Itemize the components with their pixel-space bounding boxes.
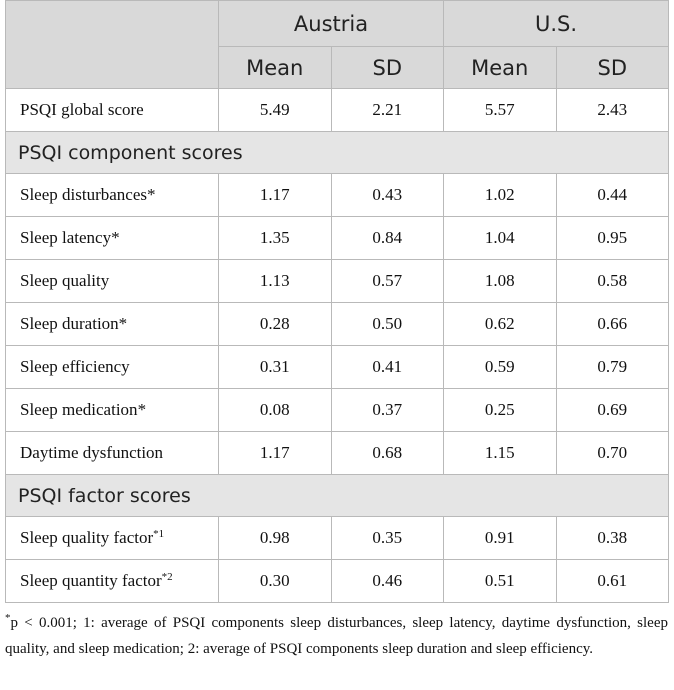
row-label-text: Sleep quality [20,271,110,290]
us-sd-cell: 0.66 [556,303,669,346]
table-row [6,346,669,389]
us-mean-cell: 5.57 [444,89,557,132]
significance-mark: * [147,185,156,204]
austria-sd-cell: 0.37 [331,389,444,432]
row-label-text: Sleep quality factor [20,528,154,547]
us-mean-cell: 1.04 [444,217,557,260]
austria-mean-cell: 0.28 [219,303,332,346]
row-label [6,217,219,260]
austria-sd-cell: 0.35 [331,517,444,560]
row-label [6,517,219,560]
section-title: PSQI factor scores [6,475,669,517]
row-label [6,303,219,346]
austria-sd-cell: 0.57 [331,260,444,303]
austria-mean-cell: 0.30 [219,560,332,603]
row-label-text: Sleep disturbances [20,185,147,204]
austria-mean-cell: 0.08 [219,389,332,432]
row-label [6,89,219,132]
us-sd-cell: 0.69 [556,389,669,432]
psqi-table-container [5,0,668,603]
austria-mean-cell: 0.98 [219,517,332,560]
psqi-table [5,0,669,603]
table-row [6,560,669,603]
austria-mean-cell: 0.31 [219,346,332,389]
row-label-text: Sleep latency [20,228,112,247]
austria-mean-cell: 1.35 [219,217,332,260]
austria-sd-cell: 0.84 [331,217,444,260]
row-label [6,389,219,432]
us-sd-cell: 0.79 [556,346,669,389]
table-row [6,517,669,560]
austria-mean-cell: 1.13 [219,260,332,303]
us-sd-cell: 0.44 [556,174,669,217]
row-label-text: Sleep quantity factor [20,571,162,590]
table-row [6,260,669,303]
us-sd-cell: 0.95 [556,217,669,260]
header-austria-mean: Mean [219,47,332,89]
row-label-text: PSQI global score [20,100,144,119]
row-label [6,560,219,603]
us-mean-cell: 0.91 [444,517,557,560]
row-label-text: Sleep duration [20,314,119,333]
us-mean-cell: 0.51 [444,560,557,603]
us-sd-cell: 0.61 [556,560,669,603]
us-mean-cell: 0.25 [444,389,557,432]
section-row-factor-scores [6,475,669,517]
header-us-sd: SD [556,47,669,89]
austria-sd-cell: 0.43 [331,174,444,217]
austria-mean-cell: 1.17 [219,174,332,217]
austria-mean-cell: 5.49 [219,89,332,132]
table-row [6,217,669,260]
austria-sd-cell: 0.41 [331,346,444,389]
us-sd-cell: 0.38 [556,517,669,560]
austria-mean-cell: 1.17 [219,432,332,475]
section-title: PSQI component scores [6,132,669,174]
table-row [6,89,669,132]
significance-mark: * [137,400,147,419]
table-row [6,389,669,432]
us-sd-cell: 0.70 [556,432,669,475]
us-sd-cell: 0.58 [556,260,669,303]
us-sd-cell: 2.43 [556,89,669,132]
header-blank-cell [6,1,219,89]
row-label [6,174,219,217]
table-row [6,174,669,217]
header-group-us: U.S. [444,1,669,47]
header-us-mean: Mean [444,47,557,89]
significance-mark: * [118,314,128,333]
table-row [6,303,669,346]
header-row-groups [6,1,669,47]
us-mean-cell: 1.02 [444,174,557,217]
austria-sd-cell: 2.21 [331,89,444,132]
footnote-text: p < 0.001; 1: average of PSQI components sleep disturbances, sleep latency, daytime dysfunction, sleep quality, and sleep medication; 2: average of PSQI components sleep duration and sleep efficiency. [5,615,668,657]
significance-mark: *2 [161,571,173,583]
row-label [6,260,219,303]
us-mean-cell: 0.59 [444,346,557,389]
us-mean-cell: 1.15 [444,432,557,475]
header-group-austria: Austria [219,1,444,47]
us-mean-cell: 1.08 [444,260,557,303]
austria-sd-cell: 0.68 [331,432,444,475]
us-mean-cell: 0.62 [444,303,557,346]
footnote-mark: * [5,612,11,624]
section-row-component-scores [6,132,669,174]
austria-sd-cell: 0.50 [331,303,444,346]
significance-mark: * [111,228,120,247]
table-row [6,432,669,475]
row-label-text: Sleep medication [20,400,138,419]
row-label-text: Sleep efficiency [20,357,130,376]
significance-mark: *1 [153,528,165,540]
row-label [6,432,219,475]
table-footnote [5,610,668,662]
austria-sd-cell: 0.46 [331,560,444,603]
row-label-text: Daytime dysfunction [20,443,164,462]
row-label [6,346,219,389]
header-austria-sd: SD [331,47,444,89]
